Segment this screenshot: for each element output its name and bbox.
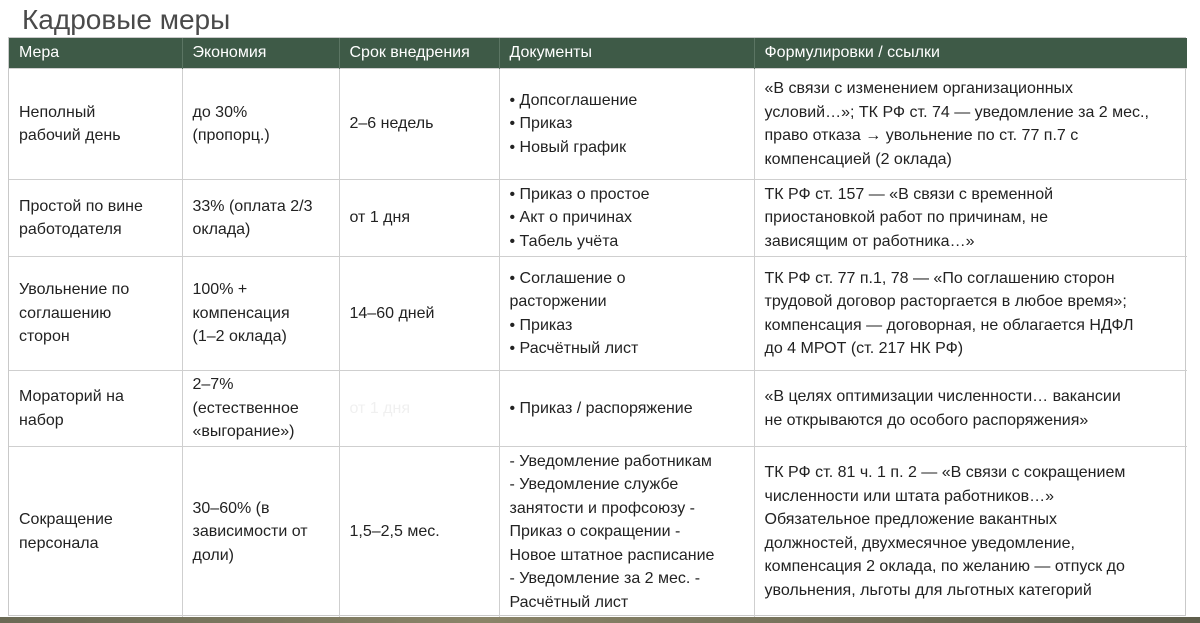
documents-cell: • Приказ / распоряжение (499, 371, 754, 447)
table-row (9, 180, 1187, 257)
savings-cell: 100% + компенсация (1–2 оклада) (182, 257, 339, 371)
table-row (9, 257, 1187, 371)
measure-cell: Простой по вине работодателя (9, 180, 182, 257)
measures-table-container (8, 37, 1186, 616)
documents-cell: • Соглашение о расторжении • Приказ • Расчётный лист (499, 257, 754, 371)
table-row (9, 447, 1187, 617)
term-cell: 2–6 недель (339, 69, 499, 180)
documents-cell: • Допсоглашение • Приказ • Новый график (499, 69, 754, 180)
wording-cell: «В целях оптимизации численности… вакансии не открываются до особого распоряжения» (754, 371, 1187, 447)
table-row (9, 371, 1187, 447)
measure-cell: Увольнение по соглашению сторон (9, 257, 182, 371)
table-row (9, 69, 1187, 180)
term-cell: от 1 дня (339, 180, 499, 257)
measures-table (9, 38, 1187, 617)
header-wording: Формулировки / ссылки (754, 38, 1187, 69)
term-cell: 1,5–2,5 мес. (339, 447, 499, 617)
wording-cell: ТК РФ ст. 77 п.1, 78 — «По соглашению сторон трудовой договор расторгается в любое время»; компенсация — договорная, не облагается НДФЛ до 4 МРОТ (ст. 217 НК РФ) (754, 257, 1187, 371)
documents-cell: • Приказ о простое • Акт о причинах • Табель учёта (499, 180, 754, 257)
measure-cell: Неполный рабочий день (9, 69, 182, 180)
documents-cell: - Уведомление работникам - Уведомление службе занятости и профсоюзу - Приказ о сокращении - Новое штатное расписание - Уведомление за 2 мес. - Расчётный лист (499, 447, 754, 617)
bottom-decorative-strip (0, 617, 1200, 623)
wording-cell: ТК РФ ст. 81 ч. 1 п. 2 — «В связи с сокращением численности или штата работников…» Обязательное предложение вакантных должностей, двухмесячное уведомление, компенсация 2 оклада, по желанию — отпуск до увольнения, льготы для льготных категорий (754, 447, 1187, 617)
term-cell: 14–60 дней (339, 257, 499, 371)
page-title: Кадровые меры (22, 4, 231, 35)
wording-cell: ТК РФ ст. 157 — «В связи с временной приостановкой работ по причинам, не зависящим от работника…» (754, 180, 1187, 257)
header-measure: Мера (9, 38, 182, 69)
table-header-row (9, 38, 1187, 69)
savings-cell: 2–7% (естественное «выгорание») (182, 371, 339, 447)
savings-cell: до 30% (пропорц.) (182, 69, 339, 180)
savings-cell: 33% (оплата 2/3 оклада) (182, 180, 339, 257)
savings-cell: 30–60% (в зависимости от доли) (182, 447, 339, 617)
header-term: Срок внедрения (339, 38, 499, 69)
term-cell: от 1 дня (339, 371, 499, 447)
wording-cell: «В связи с изменением организационных условий…»; ТК РФ ст. 74 — уведомление за 2 мес., право отказа → увольнение по ст. 77 п.7 с компенсацией (2 оклада) (754, 69, 1187, 180)
measure-cell: Сокращение персонала (9, 447, 182, 617)
header-savings: Экономия (182, 38, 339, 69)
header-documents: Документы (499, 38, 754, 69)
measure-cell: Мораторий на набор (9, 371, 182, 447)
